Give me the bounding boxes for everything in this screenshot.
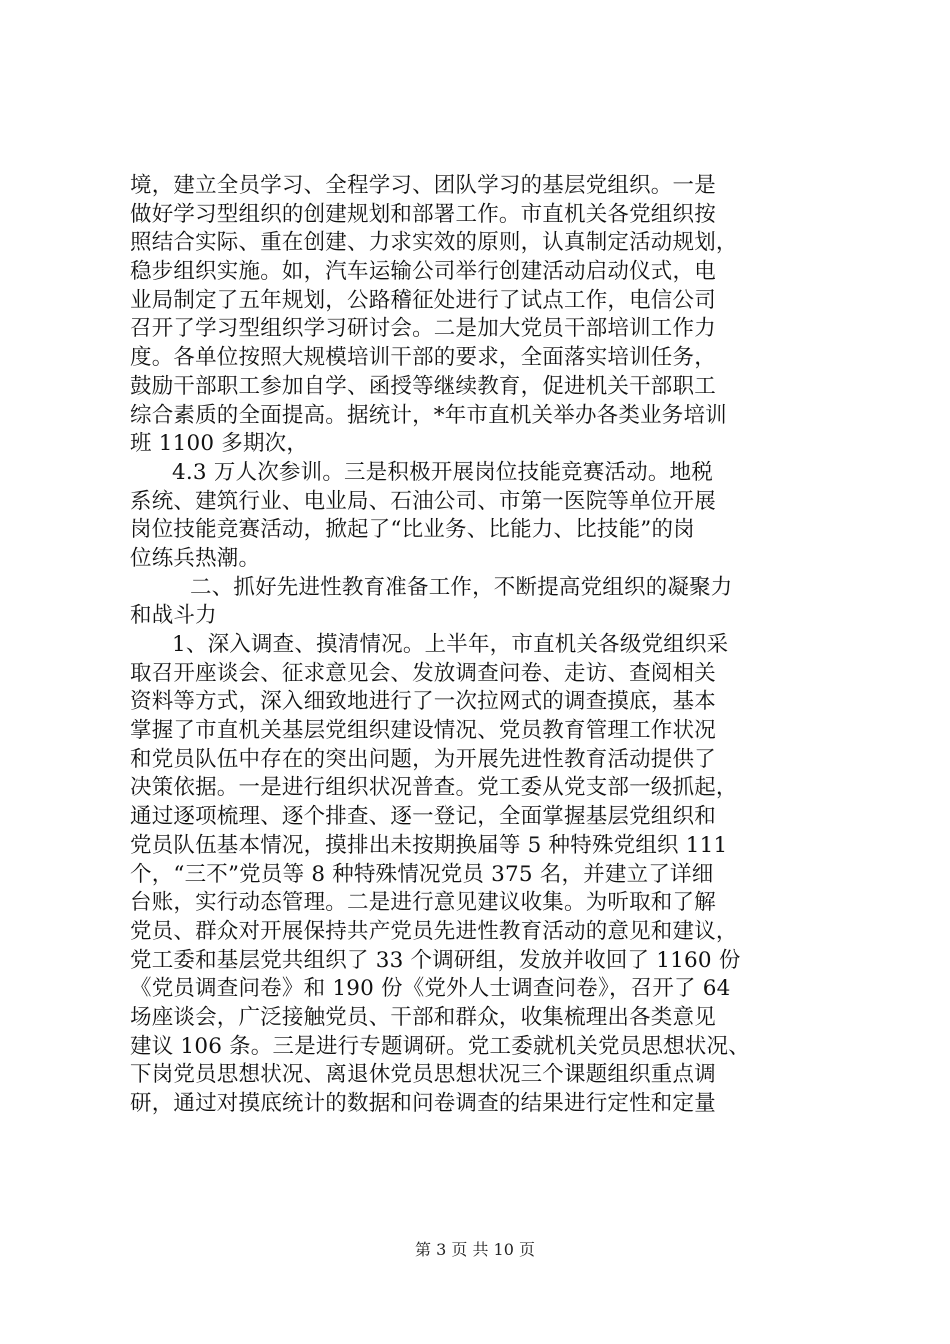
text-line: 《党员调查问卷》和 190 份《党外人士调查问卷》，召开了 64: [130, 976, 731, 1002]
paragraph-start-line: 1、深入调查、摸清情况。上半年，市直机关各级党组织采: [172, 632, 729, 657]
paragraph-start-line: 4.3 万人次参训。三是积极开展岗位技能竞赛活动。地税: [172, 459, 713, 485]
text-line: 党员队伍基本情况，摸排出未按期换届等 5 种特殊党组织 111: [130, 832, 728, 858]
text-line: 和党员队伍中存在的突出问题，为开展先进性教育活动提供了: [130, 746, 716, 772]
text-line: 鼓励干部职工参加自学、函授等继续教育，促进机关干部职工: [130, 373, 716, 399]
text-line: 场座谈会，广泛接触党员、干部和群众，收集梳理出各类意见: [130, 1004, 716, 1030]
text-line: 综合素质的全面提高。据统计，*年市直机关举办各类业务培训: [130, 402, 727, 428]
section-heading-line: 二、抓好先进性教育准备工作，不断提高党组织的凝聚力: [190, 574, 733, 600]
text-line: 下岗党员思想状况、离退休党员思想状况三个课题组织重点调: [130, 1062, 716, 1088]
document-body: [130, 172, 830, 1119]
text-line: 业局制定了五年规划，公路稽征处进行了试点工作，电信公司: [130, 287, 716, 313]
text-line: 照结合实际、重在创建、力求实效的原则，认真制定活动规划，: [130, 230, 738, 256]
text-line: 位练兵热潮。: [130, 545, 261, 571]
text-line: 掌握了市直机关基层党组织建设情况、党员教育管理工作状况: [130, 718, 716, 744]
text-line: 资料等方式，深入细致地进行了一次拉网式的调查摸底，基本: [130, 689, 716, 715]
text-line: 建议 106 条。三是进行专题调研。党工委就机关党员思想状况、: [130, 1033, 750, 1059]
text-line: 党员、群众对开展保持共产党员先进性教育活动的意见和建议，: [130, 918, 738, 944]
text-line: 境，建立全员学习、全程学习、团队学习的基层党组织。一是: [130, 173, 716, 198]
text-line: 稳步组织实施。如，汽车运输公司举行创建活动启动仪式，电: [130, 259, 716, 285]
text-line: 班 1100 多期次，: [130, 431, 309, 457]
text-line: 度。各单位按照大规模培训干部的要求，全面落实培训任务，: [130, 345, 716, 371]
text-line: 决策依据。一是进行组织状况普查。党工委从党支部一级抓起，: [130, 775, 738, 801]
text-line: 召开了学习型组织学习研讨会。二是加大党员干部培训工作力: [130, 316, 716, 342]
text-line: 台账，实行动态管理。二是进行意见建议收集。为听取和了解: [130, 890, 716, 916]
text-line: 系统、建筑行业、电业局、石油公司、市第一医院等单位开展: [130, 488, 716, 514]
text-line: 做好学习型组织的创建规划和部署工作。市直机关各党组织按: [130, 201, 716, 227]
text-line: 党工委和基层党共组织了 33 个调研组，发放并收回了 1160 份: [130, 947, 741, 973]
text-line: 个，“三不”党员等 8 种特殊情况党员 375 名，并建立了详细: [130, 861, 714, 887]
section-heading-line: 和战斗力: [130, 603, 217, 629]
text-line: 岗位技能竞赛活动，掀起了“比业务、比能力、比技能”的岗: [130, 517, 695, 543]
text-line: 研，通过对摸底统计的数据和问卷调查的结果进行定性和定量: [130, 1091, 716, 1116]
text-line: 取召开座谈会、征求意见会、发放调查问卷、走访、查阅相关: [130, 660, 716, 686]
text-line: 通过逐项梳理、逐个排查、逐一登记，全面掌握基层党组织和: [130, 804, 716, 830]
page-number-footer: 第 3 页 共 10 页: [415, 1240, 535, 1259]
